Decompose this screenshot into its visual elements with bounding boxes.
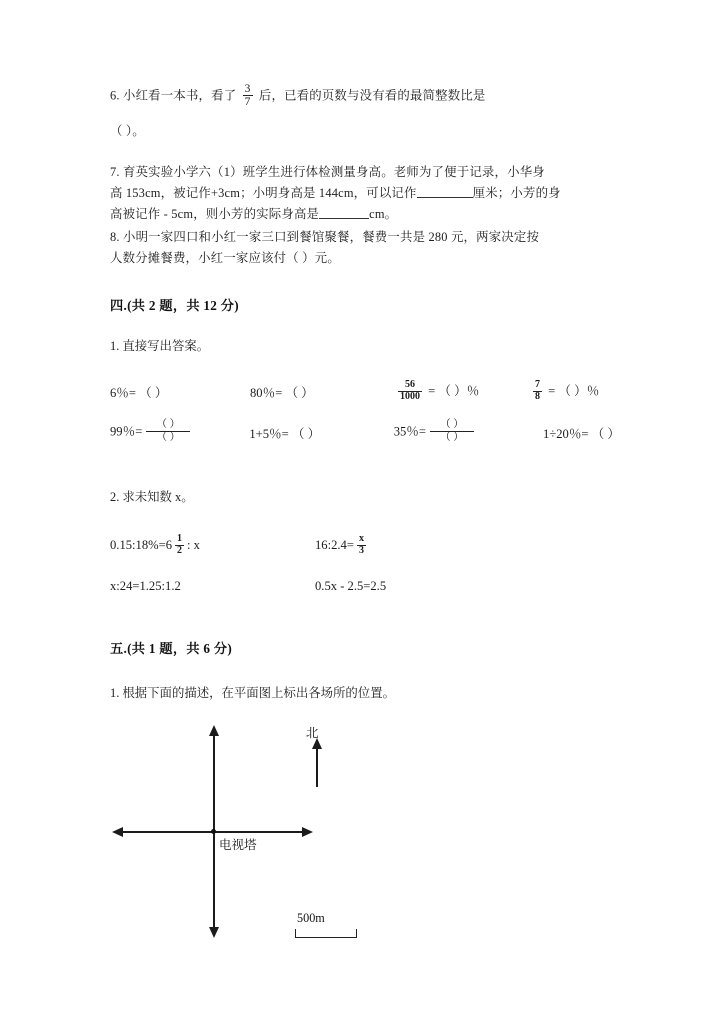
scale-label: 500m bbox=[297, 911, 325, 926]
percent-exercise-row-2 bbox=[110, 420, 620, 445]
vertical-axis-arrow-top bbox=[209, 725, 219, 736]
question-8-line-2: 人数分摊餐费，小红一家应该付（ ）元。 bbox=[110, 251, 340, 266]
question-7-line-2a: 高 153cm，被记作+3cm；小明身高是 144cm，可以记作 bbox=[110, 186, 417, 201]
exercise-item bbox=[394, 420, 543, 445]
paren-fraction-denominator: （ ） bbox=[146, 431, 190, 444]
origin-point bbox=[211, 829, 216, 834]
percent-exercise-row-1 bbox=[110, 380, 620, 403]
equation-row-1 bbox=[110, 535, 620, 557]
fraction-numerator: 7 bbox=[535, 379, 540, 391]
question-7-line-3b: cm。 bbox=[369, 207, 398, 222]
page-content bbox=[110, 84, 620, 973]
fraction-x-3 bbox=[357, 534, 366, 556]
horizontal-axis-arrow-left bbox=[112, 827, 123, 837]
vertical-axis-arrow-bottom bbox=[209, 927, 219, 938]
fraction-56-1000 bbox=[398, 380, 422, 402]
exercise-item bbox=[530, 380, 599, 403]
section-five-heading: 五.(共 1 题，共 6 分) bbox=[110, 641, 233, 657]
fraction-denominator: 1000 bbox=[400, 390, 420, 402]
exercise-item bbox=[110, 420, 249, 445]
answer-blank-height-xiaoming[interactable] bbox=[417, 186, 473, 198]
exercise-item-tail: = （ ）％ bbox=[428, 384, 480, 399]
question-7 bbox=[110, 162, 620, 225]
fraction-denominator: 7 bbox=[244, 96, 251, 109]
map-diagram bbox=[110, 723, 530, 973]
fraction-numerator: 3 bbox=[244, 83, 251, 95]
equation-item: x:24=1.25:1.2 bbox=[110, 579, 181, 594]
equation-row-2 bbox=[110, 579, 620, 594]
paren-fraction-99 bbox=[146, 419, 190, 444]
paren-fraction-denominator: （ ） bbox=[430, 431, 474, 444]
question-8 bbox=[110, 227, 620, 269]
fraction-3-7 bbox=[243, 83, 253, 108]
exercise-item: 1÷20％= （ ） bbox=[543, 427, 620, 442]
question-7-line-1: 7. 育英实验小学六（1）班学生进行体检测量身高。老师为了便于记录，小华身 bbox=[110, 165, 545, 180]
section-four bbox=[110, 295, 620, 594]
question-7-line-3a: 高被记作 - 5cm，则小芳的实际身高是 bbox=[110, 207, 320, 222]
question-6-line-1 bbox=[110, 84, 620, 109]
section-five-sub-1: 1. 根据下面的描述，在平面图上标出各场所的位置。 bbox=[110, 686, 395, 701]
fraction-7-8 bbox=[533, 380, 542, 402]
fraction-denominator: 3 bbox=[358, 544, 364, 556]
section-four-heading: 四.(共 2 题，共 12 分) bbox=[110, 298, 239, 314]
equation-head: 16:2.4= bbox=[315, 538, 354, 553]
answer-blank-height-xiaofang[interactable] bbox=[319, 207, 369, 219]
paren-fraction-numerator: （ ） bbox=[440, 419, 464, 431]
north-arrow-shaft bbox=[316, 747, 318, 787]
fraction-numerator: x bbox=[358, 533, 364, 545]
fraction-numerator: 56 bbox=[405, 379, 415, 391]
section-four-sub-1: 1. 直接写出答案。 bbox=[110, 339, 210, 354]
exercise-item-tail: = （ ）％ bbox=[548, 384, 600, 399]
equation-tail: : x bbox=[187, 538, 200, 553]
equation-item bbox=[315, 535, 369, 557]
exercise-item bbox=[395, 380, 530, 403]
question-7-line-3 bbox=[110, 204, 620, 225]
section-four-sub-2: 2. 求未知数 x。 bbox=[110, 490, 194, 505]
paren-fraction-35 bbox=[430, 419, 474, 444]
scale-bar bbox=[295, 929, 357, 938]
question-6-answer-line: （ ）。 bbox=[110, 124, 145, 139]
exercise-item: 1+5％= （ ） bbox=[249, 427, 321, 442]
north-arrow-head bbox=[312, 738, 322, 749]
equation-item bbox=[110, 535, 315, 557]
exercise-item: 80％= （ ） bbox=[250, 386, 314, 401]
fraction-1-2 bbox=[175, 534, 184, 556]
exercise-item-head: 35％= bbox=[393, 424, 426, 439]
question-7-line-2b: 厘米；小芳的身 bbox=[472, 186, 561, 201]
fraction-denominator: 8 bbox=[535, 390, 540, 402]
north-label: 北 bbox=[306, 726, 319, 741]
question-6-prefix: 6. 小红看一本书，看了 bbox=[110, 88, 237, 103]
horizontal-axis-arrow-right bbox=[302, 827, 313, 837]
equation-item: 0.5x - 2.5=2.5 bbox=[315, 579, 387, 594]
equation-head: 0.15:18%=6 bbox=[110, 538, 173, 553]
question-7-line-2 bbox=[110, 183, 620, 204]
exercise-item-head: 99％= bbox=[110, 424, 143, 439]
exercise-item: 6％= （ ） bbox=[110, 386, 168, 401]
question-8-line-1: 8. 小明一家四口和小红一家三口到餐馆聚餐，餐费一共是 280 元，两家决定按 bbox=[110, 230, 540, 245]
question-6 bbox=[110, 84, 620, 142]
section-five bbox=[110, 638, 620, 973]
paren-fraction-numerator: （ ） bbox=[156, 419, 181, 431]
tv-tower-label: 电视塔 bbox=[219, 838, 257, 853]
fraction-denominator: 2 bbox=[177, 544, 183, 556]
fraction-numerator: 1 bbox=[177, 533, 183, 545]
question-6-suffix: 后，已看的页数与没有看的最简整数比是 bbox=[258, 88, 486, 103]
